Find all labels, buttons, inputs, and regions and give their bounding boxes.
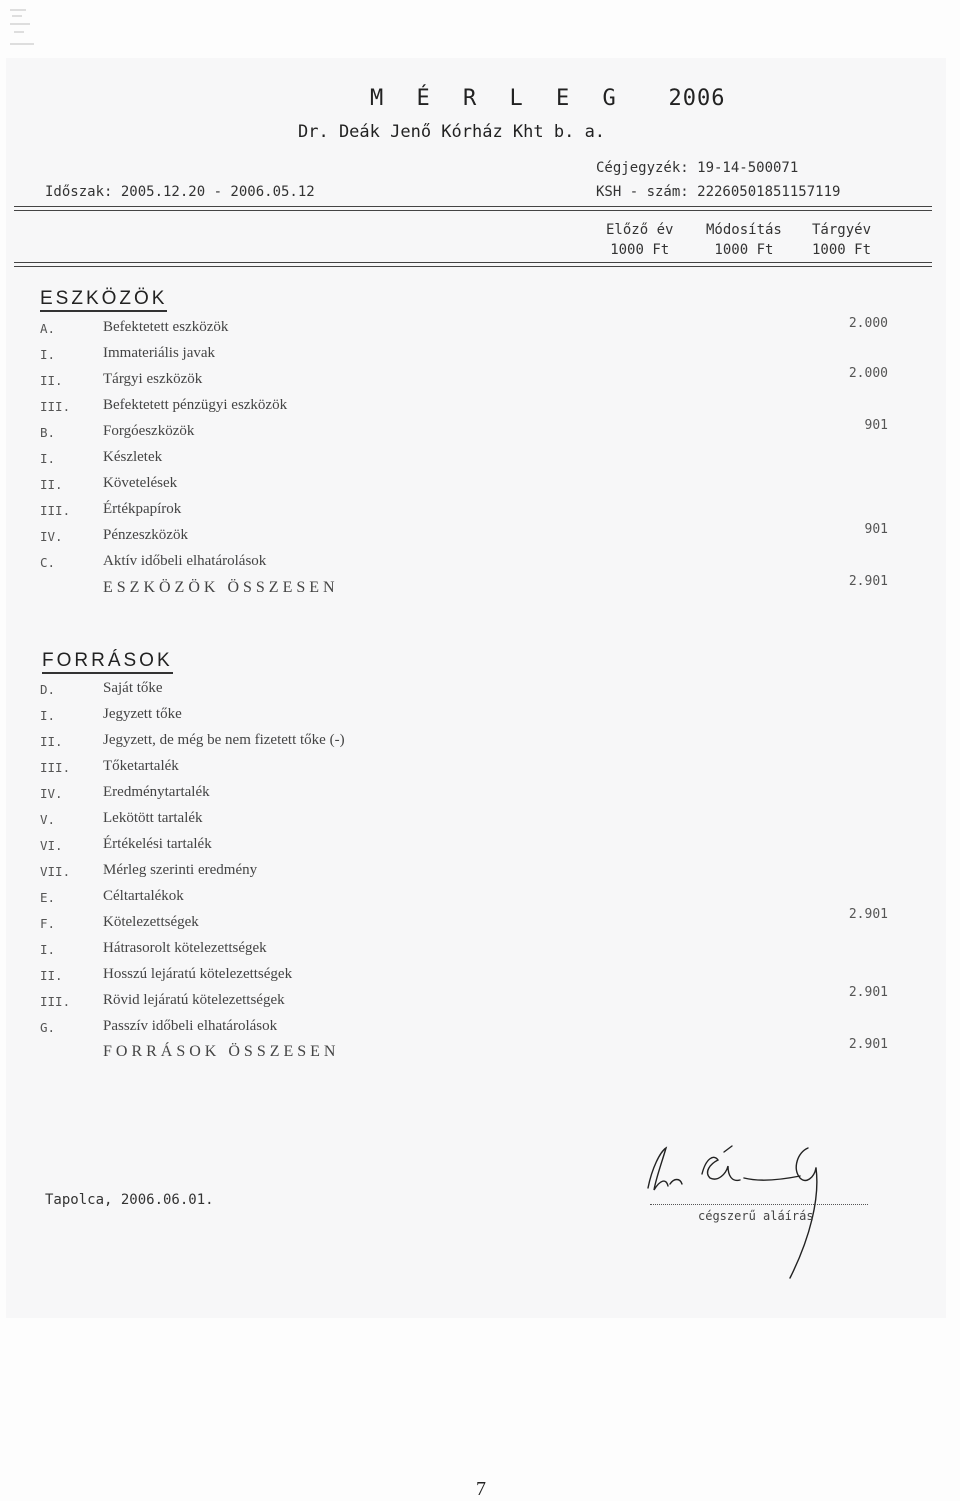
asset-value: 901 — [864, 522, 888, 537]
header-rule-bottom — [14, 262, 932, 263]
header-rule-bottom-2 — [14, 266, 932, 267]
liability-label: Passzív időbeli elhatárolások — [103, 1018, 278, 1034]
liabilities-total-value: 2.901 — [848, 1037, 888, 1052]
header-rule-top — [14, 206, 932, 207]
liability-label: Lekötött tartalék — [103, 810, 203, 826]
asset-code: III. — [40, 503, 71, 518]
liability-label: Értékelési tartalék — [103, 836, 212, 852]
asset-label: Pénzeszközök — [103, 527, 188, 543]
liability-code: E. — [40, 890, 56, 905]
liability-code: I. — [40, 942, 56, 957]
title-word: M É R L E G — [370, 86, 626, 111]
page-title — [370, 86, 725, 111]
liability-code: V. — [40, 812, 56, 827]
asset-label: Értékpapírok — [103, 501, 182, 517]
signature-label: cégszerű aláírás — [698, 1209, 814, 1223]
liabilities-title — [42, 650, 173, 672]
liability-label: Hátrasorolt kötelezettségek — [103, 940, 267, 956]
column-previous-year-title: Előző év — [606, 222, 674, 238]
asset-code: II. — [40, 373, 63, 388]
liability-code: VI. — [40, 838, 63, 853]
column-previous-year-unit: 1000 Ft — [610, 242, 670, 258]
assets-total-value: 2.901 — [848, 574, 888, 589]
column-modification-title: Módosítás — [706, 222, 782, 238]
column-modification-unit: 1000 Ft — [714, 242, 774, 258]
asset-code: IV. — [40, 529, 63, 544]
asset-value: 901 — [864, 418, 888, 433]
asset-value: 2.000 — [848, 366, 888, 381]
column-modification — [706, 220, 782, 260]
asset-label: Követelések — [103, 475, 178, 491]
liability-label: Jegyzett tőke — [103, 706, 182, 722]
place-and-date: Tapolca, 2006.06.01. — [45, 1192, 214, 1208]
asset-label: Befektetett eszközök — [103, 319, 229, 335]
column-current-year-unit: 1000 Ft — [812, 242, 872, 258]
scan-artifact — [8, 4, 38, 52]
asset-code: A. — [40, 321, 56, 336]
period: Időszak: 2005.12.20 - 2006.05.12 — [45, 184, 315, 200]
liabilities-total-label: FORRÁSOK ÖSSZESEN — [103, 1043, 340, 1060]
signature-line — [650, 1204, 868, 1205]
header-rule-top-2 — [14, 210, 932, 211]
ksh-number: KSH - szám: 22260501851157119 — [596, 184, 841, 200]
column-current-year-title: Tárgyév — [812, 222, 872, 238]
liability-code: I. — [40, 708, 56, 723]
liability-code: II. — [40, 734, 63, 749]
liability-label: Saját tőke — [103, 680, 163, 696]
liabilities-title-text: FORRÁSOK — [42, 650, 173, 674]
liability-code: II. — [40, 968, 63, 983]
asset-label: Forgóeszközök — [103, 423, 195, 439]
column-current-year — [812, 220, 871, 260]
asset-value: 2.000 — [848, 316, 888, 331]
liability-label: Mérleg szerinti eredmény — [103, 862, 258, 878]
liability-code: G. — [40, 1020, 56, 1035]
liability-label: Céltartalékok — [103, 888, 184, 904]
assets-title-text: ESZKÖZÖK — [40, 288, 167, 312]
assets-total-label: ESZKÖZÖK ÖSSZESEN — [103, 579, 339, 596]
liability-code: III. — [40, 994, 71, 1009]
liability-code: III. — [40, 760, 71, 775]
liability-code: VII. — [40, 864, 71, 879]
assets-title — [40, 288, 167, 310]
asset-code: II. — [40, 477, 63, 492]
asset-label: Tárgyi eszközök — [103, 371, 203, 387]
registry-number: Cégjegyzék: 19-14-500071 — [596, 160, 799, 176]
liability-code: F. — [40, 916, 56, 931]
asset-code: B. — [40, 425, 56, 440]
title-year: 2006 — [668, 86, 726, 111]
liability-label: Hosszú lejáratú kötelezettségek — [103, 966, 293, 982]
asset-label: Befektetett pénzügyi eszközök — [103, 397, 288, 413]
liability-label: Jegyzett, de még be nem fizetett tőke (-) — [103, 732, 345, 748]
asset-code: I. — [40, 347, 56, 362]
liability-label: Tőketartalék — [103, 758, 179, 774]
company-name: Dr. Deák Jenő Kórház Kht b. a. — [298, 122, 606, 142]
liability-label: Kötelezettségek — [103, 914, 199, 930]
asset-label: Készletek — [103, 449, 163, 465]
asset-code: C. — [40, 555, 56, 570]
asset-code: III. — [40, 399, 71, 414]
liability-label: Rövid lejáratú kötelezettségek — [103, 992, 285, 1008]
liability-label: Eredménytartalék — [103, 784, 210, 800]
liability-value: 2.901 — [848, 907, 888, 922]
liability-code: IV. — [40, 786, 63, 801]
column-previous-year — [606, 220, 673, 260]
asset-label: Aktív időbeli elhatárolások — [103, 553, 267, 569]
liability-code: D. — [40, 682, 56, 697]
liability-value: 2.901 — [848, 985, 888, 1000]
page-number: 7 — [476, 1478, 486, 1500]
asset-label: Immateriális javak — [103, 345, 216, 361]
asset-code: I. — [40, 451, 56, 466]
